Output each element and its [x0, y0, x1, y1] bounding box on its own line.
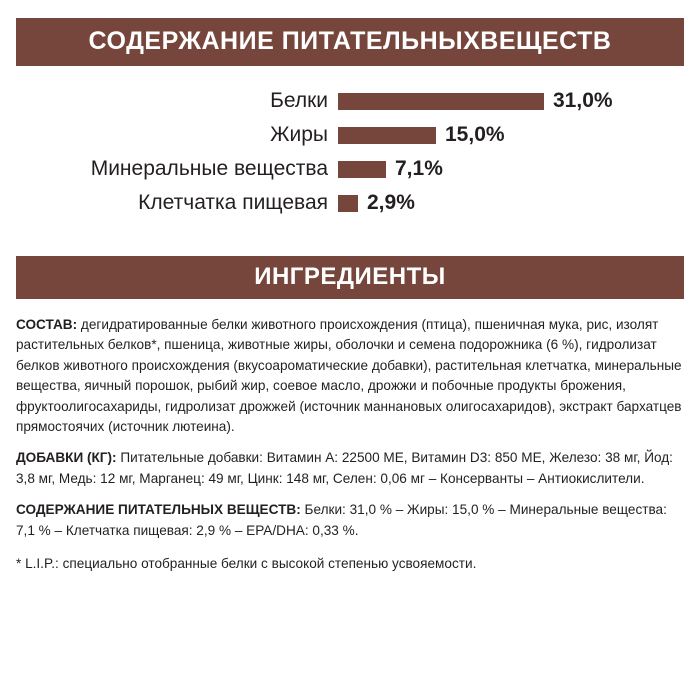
nutrients-heading: СОДЕРЖАНИЕ ПИТАТЕЛЬНЫХВЕЩЕСТВ	[16, 18, 684, 66]
footnote-text: * L.I.P.: специально отобранные белки с высокой степенью усвояемости.	[16, 555, 477, 571]
chart-bar	[338, 161, 386, 178]
chart-value-label: 7,1%	[395, 157, 443, 180]
chart-bar-wrap	[338, 191, 684, 215]
chart-row	[16, 152, 684, 186]
chart-bar-wrap	[338, 89, 684, 113]
additives-text: Питательные добавки: Витамин А: 22500 МЕ, Витамин D3: 850 МЕ, Железо: 38 мг, Йод: 3,8 мг, Медь: 12 мг, Марганец: 49 мг, Цинк: 148 мг, Селен: 0,06 мг – Консерванты – Антиокислители.	[16, 450, 673, 486]
chart-bar	[338, 93, 544, 110]
analysis-text: Белки: 31,0 % – Жиры: 15,0 % – Минеральные вещества: 7,1 % – Клетчатка пищевая: 2,9 % – EPA/DHA: 0,33 %.	[16, 502, 667, 538]
chart-value-label: 15,0%	[445, 123, 505, 146]
chart-category-label: Жиры	[270, 123, 328, 146]
chart-value-label: 2,9%	[367, 191, 415, 214]
chart-bar	[338, 195, 358, 212]
chart-value-label: 31,0%	[553, 89, 613, 112]
analysis-paragraph	[16, 500, 684, 541]
ingredients-heading: ИНГРЕДИЕНТЫ	[16, 256, 684, 299]
composition-text: дегидратированные белки животного происхождения (птица), пшеничная мука, рис, изолят растительных белков*, пшеница, животные жиры, оболочки и семена подорожника (6 %), гидролизат белков животного происхождения (вкусоароматические добавки), растительная клетчатка, минеральные вещества, яичный порошок, рыбий жир, соевое масло, дрожжи и побочные продукты брожения, фруктоолигосахариды, гидролизат дрожжей (источник маннановых олигосахаридов), экстракт бархатцев прямостоячих (источник лютеина).	[16, 317, 682, 434]
chart-bar	[338, 127, 436, 144]
nutrient-bar-chart	[16, 84, 684, 220]
chart-category-label: Минеральные вещества	[90, 157, 328, 180]
chart-bar-wrap	[338, 123, 684, 147]
additives-label: ДОБАВКИ (КГ):	[16, 450, 117, 466]
chart-row	[16, 84, 684, 118]
ingredients-body	[16, 315, 684, 574]
chart-bar-wrap	[338, 157, 684, 181]
chart-category-label: Клетчатка пищевая	[138, 191, 328, 214]
composition-paragraph	[16, 315, 684, 437]
section-divider-space	[16, 234, 684, 256]
chart-category-label: Белки	[270, 89, 328, 112]
chart-row	[16, 118, 684, 152]
additives-paragraph	[16, 448, 684, 489]
composition-label: СОСТАВ:	[16, 317, 78, 332]
chart-row	[16, 186, 684, 220]
analysis-label: СОДЕРЖАНИЕ ПИТАТЕЛЬНЫХ ВЕЩЕСТВ:	[16, 502, 301, 518]
